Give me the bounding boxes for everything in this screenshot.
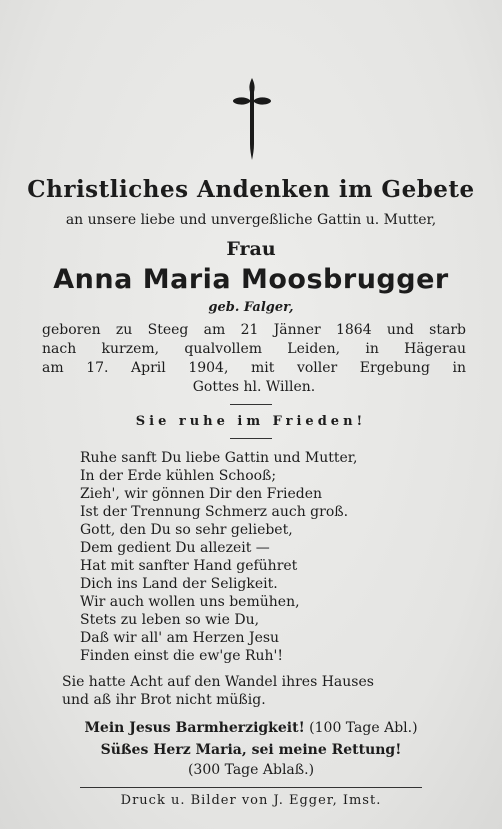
verse-line: Hat mit sanfter Hand geführet [80,558,298,574]
verse-line: Ruhe sanft Du liebe Gattin und Mutter, [80,450,358,466]
bio-line: geboren zu Steeg am 21 Jänner 1864 und starb [42,322,466,338]
verse-line: Dem gedient Du allezeit — [80,540,270,556]
card-subtitle: an unsere liebe und unvergeßliche Gattin u. Mutter, [65,212,437,228]
verse-line: Dich ins Land der Seligkeit. [80,576,278,592]
verse-line: Gott, den Du so sehr geliebet, [80,522,293,538]
honorific: Frau [226,238,276,260]
verse-line: Ist der Trennung Schmerz auch groß. [80,504,349,520]
closing-line: und aß ihr Brot nicht müßig. [62,692,266,708]
closing-line: Sie hatte Acht auf den Wandel ihres Hauses [62,674,374,690]
bio-line: Gottes hl. Willen. [192,379,316,395]
prayer-text: Mein Jesus Barmherzigkeit! [84,720,305,736]
verse-line: Zieh', wir gönnen Dir den Frieden [80,486,323,502]
printer-credit: Druck u. Bilder von J. Egger, Imst. [120,793,382,808]
indulgence-note: (100 Tage Abl.) [309,720,418,736]
prayer-line [0,720,502,736]
rest-in-peace: Sie ruhe im Frieden! [135,414,367,429]
verse-line: Finden einst die ew'ge Ruh'! [80,648,283,664]
bio-line: am 17. April 1904, mit voller Ergebung in [42,360,466,376]
card-title: Christliches Andenken im Gebete [27,176,475,203]
verse-line: Stets zu leben so wie Du, [80,612,260,628]
verse-line: Daß wir all' am Herzen Jesu [80,630,280,646]
birth-name: geb. Falger, [208,300,294,315]
divider [230,438,272,439]
prayer-line: Süßes Herz Maria, sei meine Rettung! [100,742,402,758]
divider [230,404,272,405]
bio-line: nach kurzem, qualvollem Leiden, in Hägerau [42,341,466,357]
divider [80,787,422,788]
verse-line: Wir auch wollen uns bemühen, [80,594,300,610]
cross-icon [233,78,271,160]
deceased-name: Anna Maria Moosbrugger [53,264,449,295]
indulgence-note: (300 Tage Ablaß.) [187,762,315,778]
verse-line: In der Erde kühlen Schooß; [80,468,277,484]
